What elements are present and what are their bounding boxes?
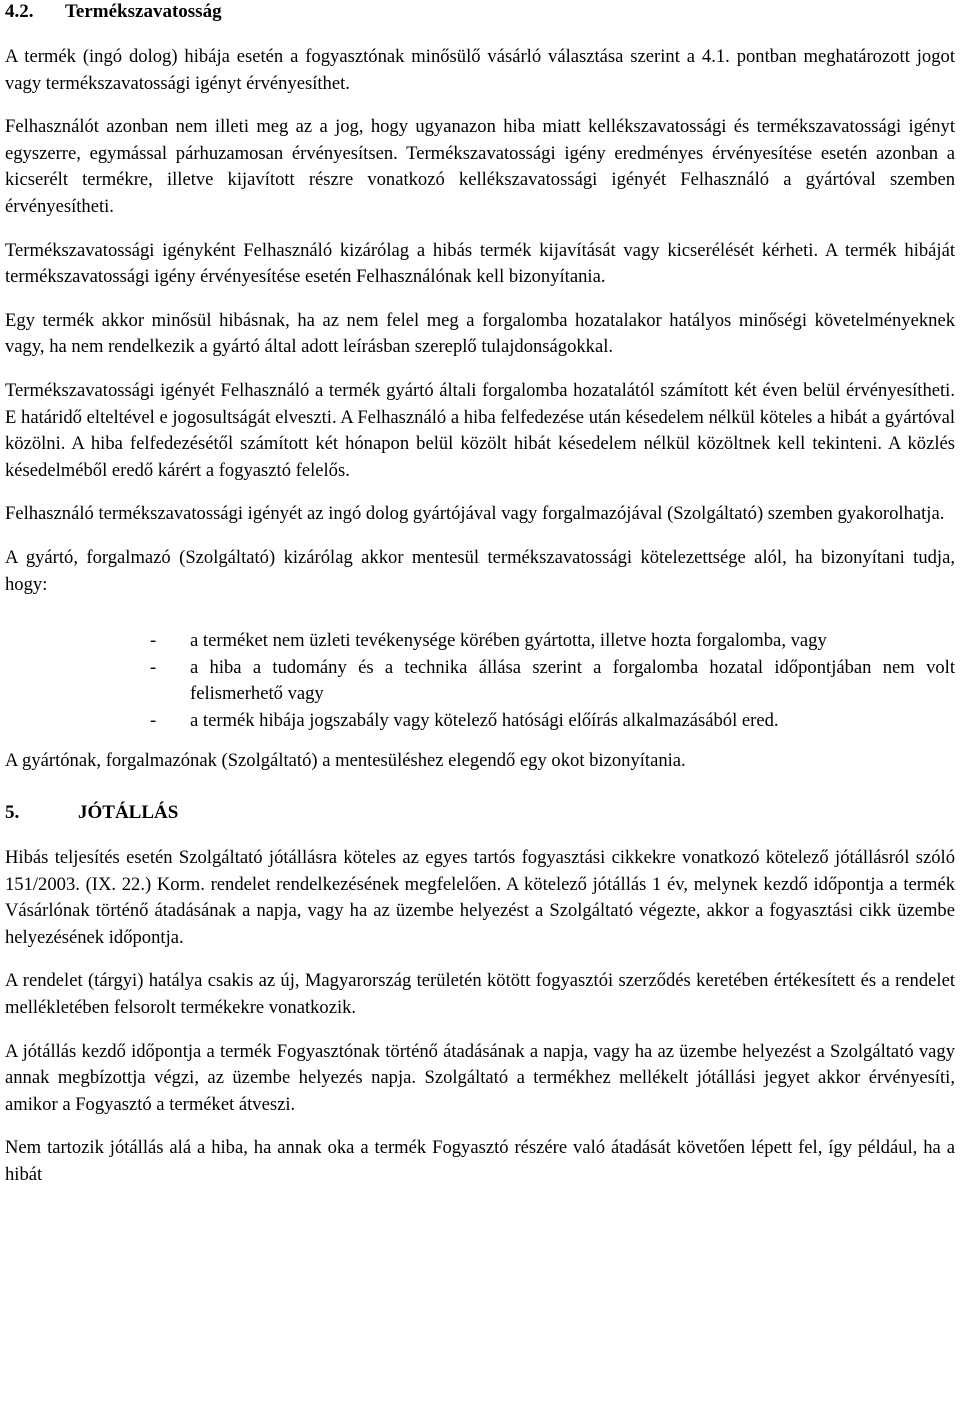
paragraph: A termék (ingó dolog) hibája esetén a fogyasztónak minősülő vásárló választása szerint a 4.1. pontban meghatározott jogot vagy termékszavatossági igényt érvényesíthet. — [5, 46, 955, 94]
list-item-text: a termék hibája jogszabály vagy kötelező hatósági előírás alkalmazásából ered. — [190, 709, 779, 731]
paragraph: Nem tartozik jótállás alá a hiba, ha annak oka a termék Fogyasztó részére való átadását követően lépett fel, így például, ha a hibát — [5, 1137, 955, 1185]
list-item — [5, 655, 955, 708]
paragraph: A jótállás kezdő időpontja a termék Fogyasztónak történő átadásának a napja, vagy ha az üzembe helyezést a Szolgáltató vagy annak megbízottja végzi, az üzembe helyezés napja. Szolgáltató a termékhez mellékelt jótállási jegyet akkor érvényesíti, amikor a Fogyasztó a terméket átveszi. — [5, 1040, 955, 1115]
paragraph: Egy termék akkor minősül hibásnak, ha az nem felel meg a forgalomba hozatalakor hatályos minőségi követelményeknek vagy, ha nem rendelkezik a gyártó által adott leírásban szereplő tulajdonságokkal. — [5, 309, 955, 358]
list-marker: - — [150, 630, 157, 652]
list-item-text: a terméket nem üzleti tevékenysége körében gyártotta, illetve hozta forgalomba, vagy — [190, 630, 827, 652]
section-number: 5. — [5, 802, 20, 824]
paragraph: A rendelet (tárgyi) hatálya csakis az új, Magyarország területén kötött fogyasztói szerződés keretében értékesített és a rendelet mellékletében felsorolt termékekre vonatkozik. — [5, 970, 955, 1019]
paragraph: Termékszavatossági igényként Felhasználó kizárólag a hibás termék kijavítását vagy kicserélését kérheti. A termék hibáját termékszavatossági igény érvényesítése esetén Felhasználónak kell bizonyítania. — [5, 239, 955, 288]
section-heading-5 — [5, 801, 955, 825]
paragraph: Termékszavatossági igényét Felhasználó a termék gyártó általi forgalomba hozatalától számított két éven belül érvényesítheti. E határidő elteltével e jogosultságát elveszti. A Felhasználó a hiba felfedezése után késedelem nélkül köteles a hibát a gyártóval közölni. A hiba felfedezésétől számított két hónapon belül közölt hibát késedelem nélkül közöltnek kell tekinteni. A közlés késedelméből eredő kárért a fogyasztó felelős. — [5, 379, 955, 481]
paragraph: Felhasználót azonban nem illeti meg az a jog, hogy ugyanazon hiba miatt kellékszavatossági és termékszavatossági igényt egyszerre, egymással párhuzamosan érvényesítsen. Termékszavatossági igény eredményes érvényesítése esetén azonban a kicserélt termékre, illetve kijavított részre vonatkozó kellékszavatossági igényét Felhasználó a gyártóval szemben érvényesítheti. — [5, 116, 955, 217]
list-item — [5, 628, 955, 655]
section-heading-4-2 — [5, 0, 955, 24]
document-page — [5, 0, 955, 1189]
list-marker: - — [150, 656, 157, 678]
list-item-text: a hiba a tudomány és a technika állása szerint a forgalomba hozatal időpontjában nem volt felismerhető vagy — [190, 656, 955, 705]
section-title: JÓTÁLLÁS — [78, 802, 179, 824]
paragraph: Felhasználó termékszavatossági igényét az ingó dolog gyártójával vagy forgalmazójával (Szolgáltató) szemben gyakorolhatja. — [5, 503, 945, 525]
section-number: 4.2. — [5, 1, 34, 22]
list-item — [5, 708, 955, 735]
paragraph: Hibás teljesítés esetén Szolgáltató jótállásra köteles az egyes tartós fogyasztási cikkekre vonatkozó kötelező jótállásról szóló 151/2003. (IX. 22.) Korm. rendelet rendelkezésének megfelelően. A kötelező jótállás 1 év, melynek kezdő időpontja a termék Vásárlónak történő átadásának a napja, vagy ha az üzembe helyezést a Szolgáltató végezte, akkor a fogyasztási cikk üzembe helyezésének időpontja. — [5, 847, 955, 948]
exemption-list — [5, 628, 955, 734]
paragraph: A gyártónak, forgalmazónak (Szolgáltató) a mentesüléshez elegendő egy okot bizonyítania. — [5, 750, 686, 772]
section-title: Termékszavatosság — [65, 1, 222, 22]
list-marker: - — [150, 709, 157, 731]
paragraph: A gyártó, forgalmazó (Szolgáltató) kizárólag akkor mentesül termékszavatossági kötelezettsége alól, ha bizonyítani tudja, hogy: — [5, 546, 955, 595]
